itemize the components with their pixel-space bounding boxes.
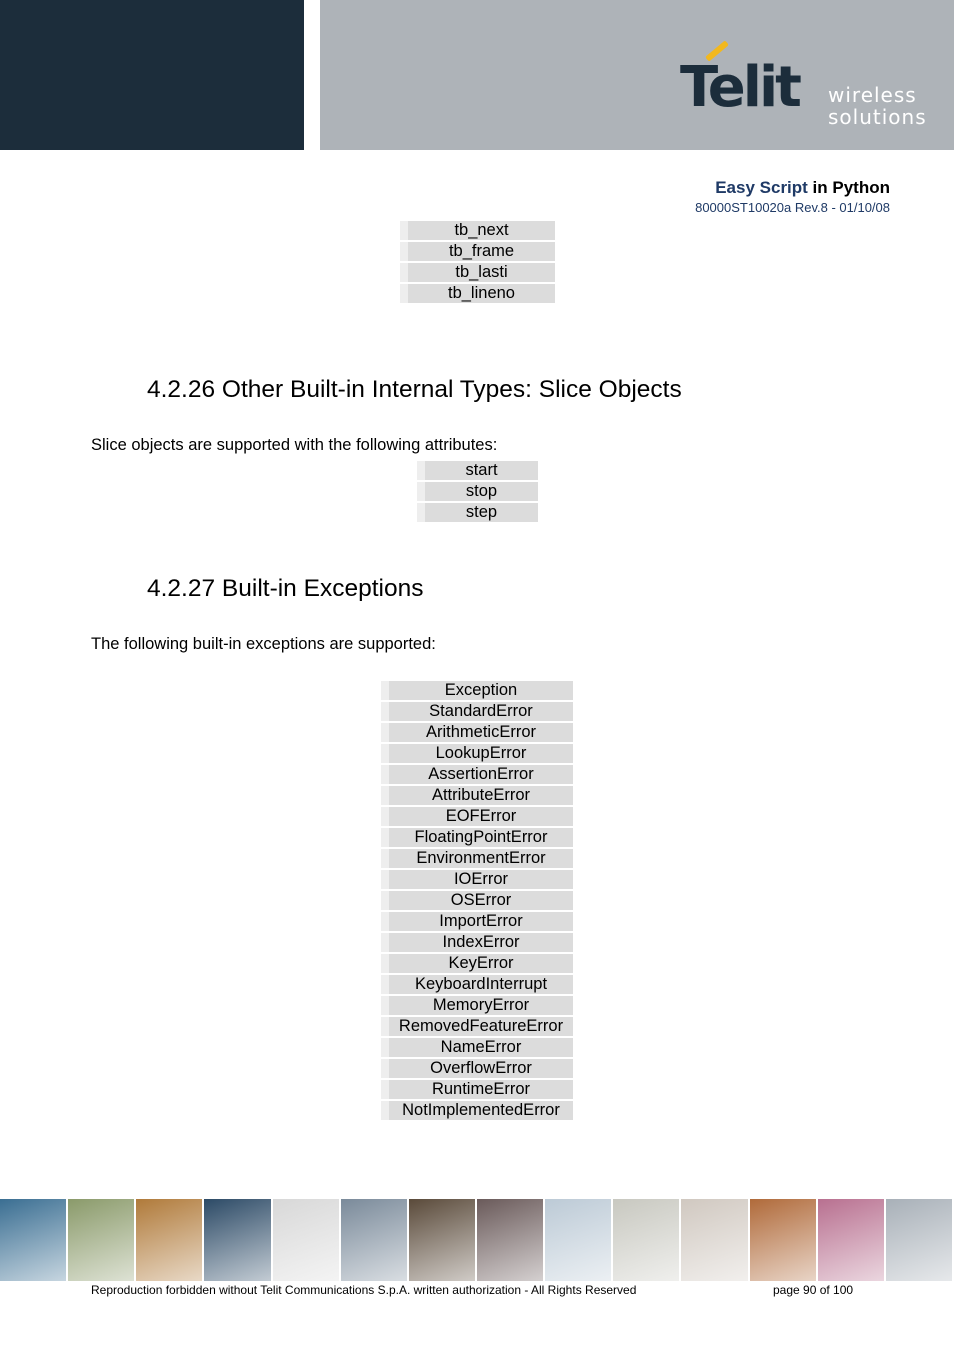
table-row bbox=[400, 221, 555, 240]
table-row bbox=[381, 702, 573, 721]
exception-name-cell: EnvironmentError bbox=[381, 849, 573, 868]
traceback-attribute-cell: tb_lineno bbox=[400, 284, 555, 303]
table-row bbox=[381, 723, 573, 742]
table-row bbox=[381, 1038, 573, 1057]
section-heading-slice-objects: 4.2.26 Other Built-in Internal Types: Slice Objects bbox=[147, 376, 682, 403]
exception-name-cell: OverflowError bbox=[381, 1059, 573, 1078]
telit-logo bbox=[676, 46, 936, 136]
exception-name-cell: AttributeError bbox=[381, 786, 573, 805]
exception-name-cell: OSError bbox=[381, 891, 573, 910]
slice-attribute-cell: step bbox=[417, 503, 538, 522]
table-row bbox=[381, 870, 573, 889]
table-row bbox=[400, 284, 555, 303]
footer-photo-tile bbox=[136, 1199, 204, 1281]
exception-name-cell: FloatingPointError bbox=[381, 828, 573, 847]
footer-photo-tile bbox=[613, 1199, 681, 1281]
table-row bbox=[417, 461, 538, 480]
table-row bbox=[381, 786, 573, 805]
footer-photo-tile bbox=[886, 1199, 954, 1281]
table-row bbox=[381, 681, 573, 700]
table-row bbox=[417, 482, 538, 501]
exception-name-cell: NameError bbox=[381, 1038, 573, 1057]
table-row bbox=[381, 849, 573, 868]
exception-name-cell: ImportError bbox=[381, 912, 573, 931]
document-revision: 80000ST10020a Rev.8 - 01/10/08 bbox=[695, 200, 890, 215]
exception-name-cell: MemoryError bbox=[381, 996, 573, 1015]
footer-photo-tile bbox=[273, 1199, 341, 1281]
page-number: page 90 of 100 bbox=[773, 1283, 854, 1297]
traceback-attribute-cell: tb_lasti bbox=[400, 263, 555, 282]
exception-name-cell: RuntimeError bbox=[381, 1080, 573, 1099]
footer-photo-tile bbox=[409, 1199, 477, 1281]
table-row bbox=[381, 1059, 573, 1078]
document-title-suffix: in Python bbox=[807, 178, 890, 197]
exception-name-cell: StandardError bbox=[381, 702, 573, 721]
traceback-attributes-table bbox=[400, 219, 555, 305]
logo-tagline-line1: wireless bbox=[828, 83, 917, 107]
header-dark-panel bbox=[0, 0, 304, 150]
slice-attribute-cell: stop bbox=[417, 482, 538, 501]
table-row bbox=[381, 996, 573, 1015]
table-row bbox=[381, 765, 573, 784]
table-row bbox=[400, 242, 555, 261]
table-row bbox=[381, 1017, 573, 1036]
document-title-product: Easy Script bbox=[715, 178, 808, 197]
footer-photo-tile bbox=[0, 1199, 68, 1281]
table-row bbox=[381, 828, 573, 847]
exception-name-cell: Exception bbox=[381, 681, 573, 700]
footer-photo-tile bbox=[477, 1199, 545, 1281]
table-row bbox=[381, 975, 573, 994]
footer-photo-tile bbox=[204, 1199, 272, 1281]
footer-photo-tile bbox=[545, 1199, 613, 1281]
footer-photo-tile bbox=[750, 1199, 818, 1281]
footer-photo-tile bbox=[681, 1199, 749, 1281]
exceptions-intro-text: The following built-in exceptions are supported: bbox=[91, 635, 436, 653]
logo-tagline-line2: solutions bbox=[828, 105, 927, 129]
exception-name-cell: NotImplementedError bbox=[381, 1101, 573, 1120]
footer-copyright: Reproduction forbidden without Telit Communications S.p.A. written authorization - All Rights Reserved bbox=[91, 1283, 637, 1297]
exception-name-cell: KeyError bbox=[381, 954, 573, 973]
footer-photo-tile bbox=[68, 1199, 136, 1281]
exception-name-cell: LookupError bbox=[381, 744, 573, 763]
table-row bbox=[381, 807, 573, 826]
slice-intro-text: Slice objects are supported with the following attributes: bbox=[91, 436, 498, 454]
table-row bbox=[381, 1101, 573, 1120]
exception-name-cell: ArithmeticError bbox=[381, 723, 573, 742]
exception-name-cell: IndexError bbox=[381, 933, 573, 952]
traceback-attribute-cell: tb_frame bbox=[400, 242, 555, 261]
logo-wordmark: Telit bbox=[680, 55, 799, 120]
slice-attribute-cell: start bbox=[417, 461, 538, 480]
table-row bbox=[400, 263, 555, 282]
footer-photo-tile bbox=[341, 1199, 409, 1281]
exception-name-cell: KeyboardInterrupt bbox=[381, 975, 573, 994]
exception-name-cell: IOError bbox=[381, 870, 573, 889]
footer-photo-tile bbox=[818, 1199, 886, 1281]
exception-name-cell: EOFError bbox=[381, 807, 573, 826]
exceptions-table bbox=[381, 679, 573, 1122]
footer-photo-strip bbox=[0, 1199, 954, 1281]
exception-name-cell: RemovedFeatureError bbox=[381, 1017, 573, 1036]
slice-attributes-table bbox=[417, 459, 538, 524]
exception-name-cell: AssertionError bbox=[381, 765, 573, 784]
logo-tagline bbox=[828, 84, 927, 128]
table-row bbox=[417, 503, 538, 522]
document-title bbox=[715, 178, 890, 198]
table-row bbox=[381, 954, 573, 973]
table-row bbox=[381, 891, 573, 910]
table-row bbox=[381, 933, 573, 952]
section-heading-exceptions: 4.2.27 Built-in Exceptions bbox=[147, 575, 424, 602]
table-row bbox=[381, 912, 573, 931]
table-row bbox=[381, 744, 573, 763]
traceback-attribute-cell: tb_next bbox=[400, 221, 555, 240]
table-row bbox=[381, 1080, 573, 1099]
